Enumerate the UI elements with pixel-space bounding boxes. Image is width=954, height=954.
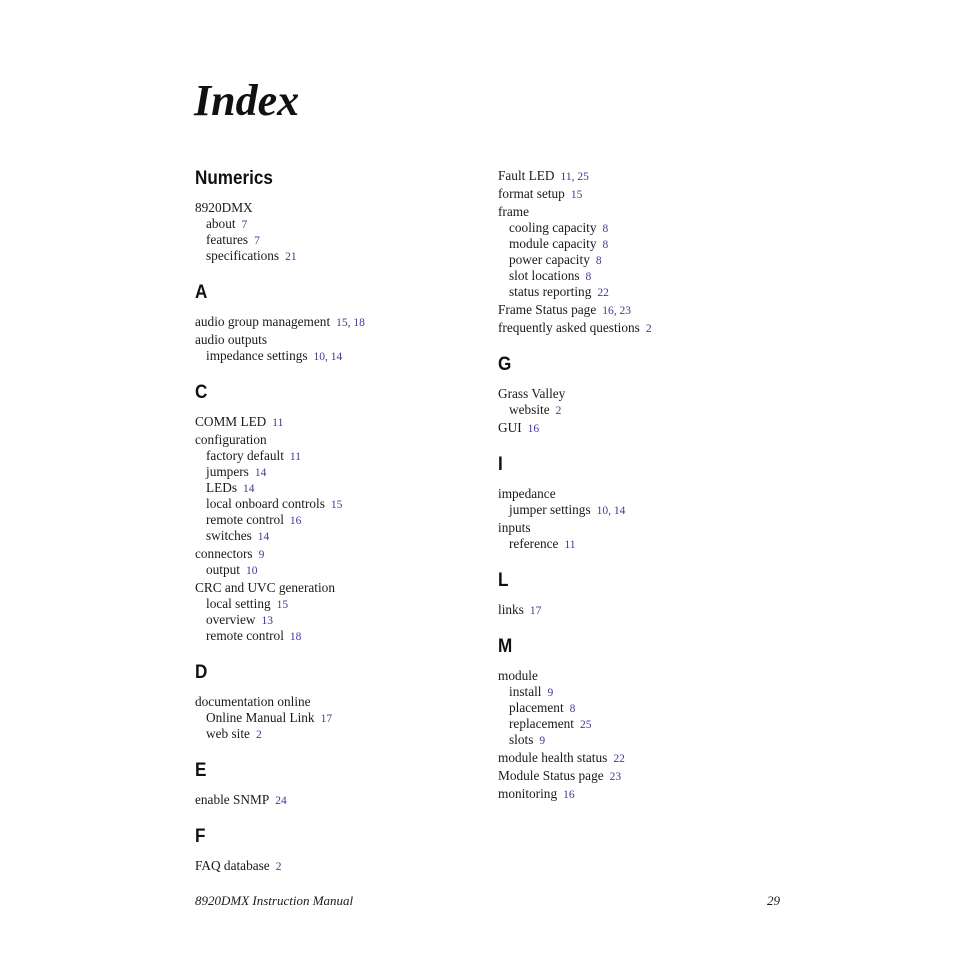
page-references <box>603 239 609 251</box>
page-references <box>243 483 255 495</box>
index-entry-group <box>195 314 485 330</box>
page-link[interactable]: 16 <box>289 515 302 527</box>
page-separator: , <box>613 305 620 317</box>
index-section-c <box>195 382 485 644</box>
index-entry-enable-snmp <box>195 792 485 808</box>
page-link[interactable]: 15 <box>276 599 289 611</box>
page-references <box>597 287 609 299</box>
index-term: Frame Status page <box>498 302 597 317</box>
page-link[interactable]: 18 <box>353 317 365 329</box>
page-link[interactable]: 14 <box>254 467 267 479</box>
index-term: local setting <box>206 596 271 611</box>
index-entry-crc-and-uvc-generation <box>195 580 485 596</box>
index-entry-group <box>498 302 788 318</box>
index-term: Module Status page <box>498 768 604 783</box>
page-link[interactable]: 2 <box>555 405 562 417</box>
index-term: impedance settings <box>206 348 308 363</box>
index-entry-audio-group-management <box>195 314 485 330</box>
page-link[interactable]: 9 <box>258 549 265 561</box>
index-entry-group <box>498 768 788 784</box>
index-term: placement <box>509 700 564 715</box>
page-link[interactable]: 17 <box>529 605 542 617</box>
index-entry-format-setup <box>498 186 788 202</box>
page-title: Index <box>194 76 300 125</box>
page-link[interactable]: 11 <box>289 451 301 463</box>
index-entry-group <box>498 168 788 184</box>
page-references <box>530 605 542 617</box>
index-subentry-jumper-settings <box>498 502 788 518</box>
page-link[interactable]: 7 <box>254 235 260 247</box>
index-subentry-placement <box>498 700 788 716</box>
index-term: impedance <box>498 486 556 501</box>
page-link[interactable]: 8 <box>602 239 609 251</box>
page-references <box>242 219 248 231</box>
page-separator: , <box>571 171 578 183</box>
index-term: about <box>206 216 236 231</box>
section-heading: M <box>498 636 513 657</box>
page-link[interactable]: 14 <box>257 531 270 543</box>
page-link[interactable]: 13 <box>261 615 273 627</box>
page-references <box>597 505 626 517</box>
index-term: power capacity <box>509 252 590 267</box>
index-subentry-remote-control <box>195 628 485 644</box>
section-heading: C <box>195 382 208 403</box>
index-term: links <box>498 602 524 617</box>
page-references <box>256 729 262 741</box>
page-link[interactable]: 7 <box>241 219 248 231</box>
page-link[interactable]: 2 <box>255 729 262 741</box>
index-entry-group <box>498 786 788 802</box>
index-term: module health status <box>498 750 608 765</box>
index-term: reference <box>509 536 559 551</box>
index-section-numerics <box>195 168 485 264</box>
page-references <box>290 451 301 463</box>
index-subentry-module-capacity <box>498 236 788 252</box>
page-references <box>561 171 589 183</box>
index-section-m <box>498 636 788 802</box>
page-link[interactable]: 24 <box>275 795 287 807</box>
page-link[interactable]: 25 <box>579 719 592 731</box>
index-term: frequently asked questions <box>498 320 640 335</box>
index-term: switches <box>206 528 252 543</box>
index-entry-gui <box>498 420 788 436</box>
index-term: install <box>509 684 542 699</box>
index-entry-group <box>498 668 788 748</box>
index-term: slots <box>509 732 534 747</box>
index-term: replacement <box>509 716 574 731</box>
page-references <box>563 789 575 801</box>
index-subentry-status-reporting <box>498 284 788 300</box>
index-entry-configuration <box>195 432 485 448</box>
index-term: FAQ database <box>195 858 270 873</box>
index-entry-group <box>195 332 485 364</box>
index-term: jumper settings <box>509 502 591 517</box>
index-entry-8920dmx <box>195 200 485 216</box>
index-subentry-switches <box>195 528 485 544</box>
footer-page-number: 29 <box>767 893 780 908</box>
index-entry-monitoring <box>498 786 788 802</box>
index-term: jumpers <box>206 464 249 479</box>
index-subentry-remote-control <box>195 512 485 528</box>
page-link[interactable]: 9 <box>547 687 554 699</box>
index-term: LEDs <box>206 480 238 495</box>
index-subentry-reference <box>498 536 788 552</box>
page-link[interactable]: 8 <box>569 703 576 715</box>
index-entry-grass-valley <box>498 386 788 402</box>
index-subentry-slots <box>498 732 788 748</box>
page-references <box>613 753 625 765</box>
index-term: web site <box>206 726 250 741</box>
index-entry-group <box>498 420 788 436</box>
index-entry-module-status-page <box>498 768 788 784</box>
index-term: overview <box>206 612 256 627</box>
index-term: enable SNMP <box>195 792 270 807</box>
page-references <box>570 703 576 715</box>
index-term: Fault LED <box>498 168 555 183</box>
index-subentry-replacement <box>498 716 788 732</box>
index-subentry-install <box>498 684 788 700</box>
page-link[interactable]: 17 <box>320 713 333 725</box>
section-heading: F <box>195 826 206 847</box>
index-subentry-power-capacity <box>498 252 788 268</box>
page-references <box>255 467 267 479</box>
page-references <box>564 539 575 551</box>
index-entry-group <box>498 750 788 766</box>
page-references <box>246 565 258 577</box>
index-term: GUI <box>498 420 522 435</box>
page-references <box>548 687 554 699</box>
page-link[interactable]: 11 <box>560 171 572 183</box>
page-references <box>528 423 540 435</box>
page-link[interactable]: 11 <box>272 417 284 429</box>
page-references <box>596 255 602 267</box>
index-term: specifications <box>206 248 280 263</box>
index-term: cooling capacity <box>509 220 597 235</box>
index-term: monitoring <box>498 786 558 801</box>
index-term: output <box>206 562 240 577</box>
page-link[interactable]: 21 <box>285 251 297 263</box>
index-subentry-specifications <box>195 248 485 264</box>
page-link[interactable]: 8 <box>602 223 609 235</box>
page-link[interactable]: 18 <box>289 631 302 643</box>
index-term: CRC and UVC generation <box>195 580 335 595</box>
page-link[interactable]: 10 <box>596 505 609 517</box>
page-references <box>321 713 333 725</box>
page-link[interactable]: 15 <box>330 499 343 511</box>
index-term: slot locations <box>509 268 580 283</box>
index-term: audio group management <box>195 314 331 329</box>
index-entry-impedance <box>498 486 788 502</box>
index-subentry-slot-locations <box>498 268 788 284</box>
index-entry-group <box>195 580 485 644</box>
page-references <box>314 351 343 363</box>
page-references <box>586 271 592 283</box>
page-references <box>275 795 287 807</box>
index-entry-group <box>498 320 788 336</box>
index-term: inputs <box>498 520 531 535</box>
index-entry-frame <box>498 204 788 220</box>
index-subentry-web-site <box>195 726 485 742</box>
index-entry-comm-led <box>195 414 485 430</box>
index-entry-group <box>195 858 485 874</box>
page-references <box>258 531 270 543</box>
page-references <box>276 861 282 873</box>
index-entry-group <box>498 204 788 300</box>
index-column-left <box>195 168 485 874</box>
index-term: module capacity <box>509 236 597 251</box>
index-term: frame <box>498 204 530 219</box>
index-subentry-factory-default <box>195 448 485 464</box>
index-entry-inputs <box>498 520 788 536</box>
index-entry-links <box>498 602 788 618</box>
index-entry-connectors <box>195 546 485 562</box>
index-term: COMM LED <box>195 414 267 429</box>
index-entry-fault-led <box>498 168 788 184</box>
page-link[interactable]: 23 <box>619 305 631 317</box>
page-separator: , <box>325 351 331 363</box>
index-subentry-cooling-capacity <box>498 220 788 236</box>
page-references <box>285 251 297 263</box>
page-link[interactable]: 23 <box>609 771 622 783</box>
index-term: connectors <box>195 546 253 561</box>
index-subentry-about <box>195 216 485 232</box>
section-heading: D <box>195 662 208 683</box>
page-link[interactable]: 16 <box>527 423 540 435</box>
page-references <box>331 499 343 511</box>
page-separator: , <box>347 317 354 329</box>
page-link[interactable]: 14 <box>613 505 626 517</box>
index-entry-group <box>195 792 485 808</box>
index-section-a <box>195 282 485 364</box>
index-subentry-features <box>195 232 485 248</box>
index-entry-frequently-asked-questions <box>498 320 788 336</box>
index-column-right <box>498 168 788 802</box>
index-term: 8920DMX <box>195 200 253 215</box>
page-references <box>646 323 652 335</box>
page-references <box>539 735 545 747</box>
index-subentry-leds <box>195 480 485 496</box>
index-entry-group <box>498 520 788 552</box>
index-section-l <box>498 570 788 618</box>
index-entry-faq-database <box>195 858 485 874</box>
page-references <box>571 189 583 201</box>
page-references <box>259 549 265 561</box>
page-link[interactable]: 8 <box>585 271 592 283</box>
page-link[interactable]: 22 <box>613 753 625 765</box>
index-term: local onboard controls <box>206 496 325 511</box>
index-section-f <box>195 826 485 874</box>
section-heading: A <box>195 282 208 303</box>
index-term: website <box>509 402 550 417</box>
index-entry-group <box>498 386 788 418</box>
page-references <box>290 515 302 527</box>
index-subentry-online-manual-link <box>195 710 485 726</box>
page-link[interactable]: 14 <box>243 483 255 495</box>
page-link[interactable]: 14 <box>330 351 343 363</box>
index-subentry-overview <box>195 612 485 628</box>
index-entry-group <box>498 602 788 618</box>
index-term: Grass Valley <box>498 386 566 401</box>
index-subentry-local-onboard-controls <box>195 496 485 512</box>
page-references <box>580 719 592 731</box>
page-references <box>254 235 260 247</box>
page-references <box>277 599 289 611</box>
page-references <box>272 417 283 429</box>
page-references <box>261 615 273 627</box>
index-term: format setup <box>498 186 565 201</box>
page-link[interactable]: 9 <box>539 735 546 747</box>
index-entry-group <box>498 186 788 202</box>
page-link[interactable]: 2 <box>645 323 652 335</box>
index-term: features <box>206 232 249 247</box>
index-section-d <box>195 662 485 742</box>
index-subentry-jumpers <box>195 464 485 480</box>
section-heading: E <box>195 760 207 781</box>
page-references <box>602 305 631 317</box>
index-entry-documentation-online <box>195 694 485 710</box>
index-subentry-impedance-settings <box>195 348 485 364</box>
page-link[interactable]: 10 <box>245 565 258 577</box>
page-references <box>556 405 562 417</box>
page-link[interactable]: 25 <box>577 171 589 183</box>
index-subentry-website <box>498 402 788 418</box>
index-section-e <box>195 760 485 808</box>
page-link[interactable]: 15 <box>570 189 583 201</box>
index-entry-module <box>498 668 788 684</box>
page-references <box>610 771 622 783</box>
index-entry-group <box>195 432 485 544</box>
index-entry-group <box>195 546 485 578</box>
index-entry-group <box>195 414 485 430</box>
index-subentry-output <box>195 562 485 578</box>
page-link[interactable]: 22 <box>597 287 609 299</box>
index-section-i <box>498 454 788 552</box>
page-link[interactable]: 16 <box>602 305 614 317</box>
page-link[interactable]: 11 <box>564 539 576 551</box>
index-term: status reporting <box>509 284 592 299</box>
index-term: Online Manual Link <box>206 710 315 725</box>
page-link[interactable]: 8 <box>595 255 602 267</box>
index-term: module <box>498 668 538 683</box>
index-entry-frame-status-page <box>498 302 788 318</box>
section-heading: I <box>498 454 503 475</box>
index-entry-audio-outputs <box>195 332 485 348</box>
section-heading: G <box>498 354 512 375</box>
page-references <box>336 317 365 329</box>
page-references <box>603 223 609 235</box>
page-link[interactable]: 16 <box>563 789 575 801</box>
index-entry-group <box>498 486 788 518</box>
page-link[interactable]: 10 <box>313 351 326 363</box>
index-entry-group <box>195 694 485 742</box>
page-separator: , <box>608 505 614 517</box>
index-term: documentation online <box>195 694 311 709</box>
index-term: remote control <box>206 512 284 527</box>
index-section-continued <box>498 168 788 336</box>
section-heading: L <box>498 570 509 591</box>
footer-manual-title: 8920DMX Instruction Manual <box>195 893 354 908</box>
index-term: remote control <box>206 628 284 643</box>
index-entry-group <box>195 200 485 264</box>
section-heading: Numerics <box>195 168 273 189</box>
index-term: configuration <box>195 432 267 447</box>
page-link[interactable]: 15 <box>336 317 348 329</box>
index-subentry-local-setting <box>195 596 485 612</box>
index-term: audio outputs <box>195 332 268 347</box>
index-entry-module-health-status <box>498 750 788 766</box>
page-link[interactable]: 2 <box>275 861 282 873</box>
index-term: factory default <box>206 448 284 463</box>
page-references <box>290 631 302 643</box>
index-section-g <box>498 354 788 436</box>
